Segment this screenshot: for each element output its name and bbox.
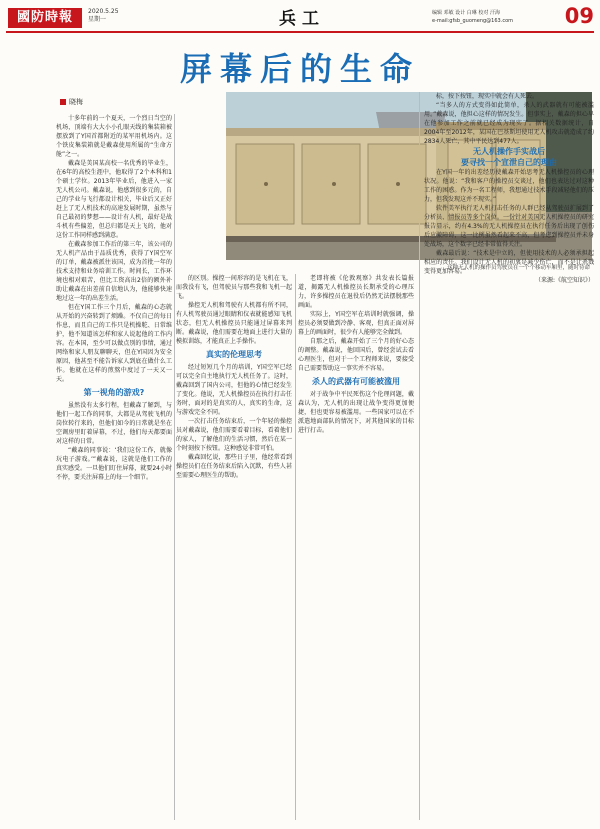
paragraph: 在戴森参加工作后的第三年，该公司的无人机产品由于品质优秀，获得了Y国空军的订单，戴森被派往该国，成为首批一年的技术支持和业务培训工作。时间长，工作环境也相对艰苦，但比工资高出2倍的额外补助让戴森在出差前自信地认为，他能够快速地过这一年的出差生活。 bbox=[56, 241, 172, 302]
paragraph: 戴森最后说：“技术是中立的，但使用技术的人必须承担起相应的责任。我们设计无人机的初衷是减少伤亡，而不是让杀戮变得更加容易。” bbox=[424, 250, 594, 275]
author-name: 晓梅 bbox=[69, 98, 83, 106]
column-divider bbox=[295, 274, 296, 820]
paragraph: 标，按下按钮，现实中就会有人死去。 bbox=[436, 93, 539, 100]
issue-date bbox=[88, 8, 119, 24]
text-column-2 bbox=[176, 274, 292, 820]
paragraph: 经过短短几个月的培训，Y国空军已经可以完全自主地执行无人机任务了。这时，戴森回到了国内公司，但他的心情已经发生了变化。他说，无人机操控员在执行打击任务时，面对的是真实的人，真实的生命，这与游戏完全不同。 bbox=[176, 364, 292, 416]
editor-line: 编辑 邓敏 设计 白琳 校对 汗海 bbox=[432, 10, 500, 16]
masthead-logo: 國防時報 bbox=[8, 8, 82, 28]
paragraph: “当多人的方式变得如此简单，杀人的武器就有可能被滥用。”戴森说，他担心这样的情况发生。但事实上，戴森的担心早在他参加工作之前就已经成为现实了。据相关数据统计，自2004年至2012年，某国在巴基斯坦使用无人机攻击就造成了约2834人死亡，其中平民达到477人。 bbox=[424, 102, 594, 145]
paragraph: 的区别。操控一间形容的是飞机在飞，而我没有飞，但驾驶员与那些我和飞机一起飞。 bbox=[176, 275, 292, 300]
page-number: 09 bbox=[564, 4, 594, 28]
paragraph: “戴森的同事说：‘我们这份工作，就像玩电子游戏。’”戴森说，这就是他们工作的真实感受。一旦他们盯住屏幕，就要24小时不停，要关注屏幕上的每一个细节。 bbox=[56, 447, 172, 481]
subheading: 第一视角的游戏? bbox=[83, 388, 145, 397]
paragraph: 自那之后，戴森开始了三个月的好心态的调整。戴森说，他回国后，曾经尝试去看心理医生，但对于一个工程师来说，要接受自己需要帮助这一事实并不容易。 bbox=[298, 338, 414, 372]
subheading-line-2: 要寻找一个宣泄自己的理由 bbox=[461, 158, 557, 167]
paragraph: 戴森是美国某高校一名优秀的毕业生，在6年的高校生涯中，他取得了2个本科和1个硕士学位。2013年毕业后，他进入一家无人机公司。戴森说，他感到很多元的，自己的学业与飞行都设计相关，毕业后又正好赶上了无人机技术的高速发展时期，虽然与自己最初的梦想——设计有人机，最好是战斗机有些偏差，但总归都是天上飞的，他对这份工作同样感到满意。 bbox=[56, 160, 172, 239]
photo-caption: 这种无人机的操作员驾驶员在一个个移动车厢里，随时待命 bbox=[446, 265, 590, 271]
byline-marker bbox=[60, 99, 66, 105]
source-note: （来源:《航空知识》） bbox=[534, 277, 594, 284]
article-headline: 屏幕后的生命 bbox=[179, 50, 420, 88]
paragraph: 在Y国一年的出差经历使戴森开始思考无人机操控员的心理状况。他说：“我和客户的操控员交谈过，他们也表达过对这种工作的困惑。作为一名工程师，我想通过技术手段减轻他们的压力，但我发现这并不现实。” bbox=[424, 169, 594, 203]
subheading-line-1: 无人机操作手实战后 bbox=[473, 147, 545, 156]
paragraph: 十多年前的一个夏天，一个烈日当空的机场，顶端有大大小小孔眼天线的集装箱被摆放到了Y国首都附近的某军用机场内。这个铁皮集装箱就是戴森使用所属的“生命方舱”之一。 bbox=[56, 115, 172, 158]
paragraph: 操控无人机和驾驶有人机都有所不同，有人机驾驶员通过眼睛和仪表就能感知飞机状态，但无人机操控员只能通过屏幕来判断。戴森说，他们需要在地面上进行大量的模拟训练，才能真正上手操作。 bbox=[176, 302, 292, 345]
paragraph: 但在Y国工作三个月后，戴森的心态就从开始的兴奋转到了烦躁。不仅自己的每日作息，而且自己的工作只是机操舵、日常维护，他不知道该怎样和家人说起他的工作内容。在本国，至少可以做点别的事情，通过网络和家人朋友聊聊天，但在Y国因为安全原因，他甚至不能告诉家人到底在做什么工作。他就在这样的煎熬中度过了一天又一天。 bbox=[56, 304, 172, 383]
text-column-1 bbox=[56, 114, 172, 820]
paragraph: 对于战争中平民死伤这个伦理问题，戴森认为，无人机的出现让战争变得更加便捷，但也更容易被滥用。一些国家可以在不派遣地面部队的情况下，对其他国家的目标进行打击。 bbox=[298, 391, 414, 434]
section-title: 兵工 bbox=[279, 9, 325, 29]
column-divider bbox=[419, 92, 420, 820]
subheading: 真实的伦理思考 bbox=[206, 350, 262, 359]
paragraph: 戴森回忆说，那些日子里，他经常看到操控员们在任务结束后陷入沉默，有些人甚至需要心理医生的帮助。 bbox=[176, 454, 292, 479]
column-divider bbox=[174, 114, 175, 820]
paragraph: 虽然没有太多行程，但戴森了解到，与他们一起工作的同事，大都是从驾驶飞机的岗位转行来的，但他们如今的日常就是坐在空调房里盯着屏幕，不过，他们每天都要面对这样的日常。 bbox=[56, 402, 172, 445]
text-column-3 bbox=[298, 274, 414, 820]
header-divider bbox=[6, 31, 594, 33]
paragraph: 老即将被《伦敦观察》共发表长篇报道，揭露无人机操控员长期承受的心理压力，许多操控员在退役后仍然无法摆脱那些画面。 bbox=[298, 275, 414, 309]
byline bbox=[60, 97, 83, 107]
paragraph: 实际上，Y国空军在培训时就强调，操控员必须要做到冷静、客观，但真正面对屏幕上的画面时，很少有人能够完全做到。 bbox=[298, 311, 414, 336]
email-line: e-mail:gfsb_guomeng@163.com bbox=[432, 18, 513, 24]
subheading: 杀人的武器有可能被滥用 bbox=[312, 377, 400, 386]
date-text: 2020.5.25 bbox=[88, 8, 119, 15]
paragraph: 软件美军执行无人机打击任务的人群已经从驾驶员扩展到了分析员、情报员等多个岗位。一份针对美国无人机操控员的研究报告显示，约有4.3%的无人机操控员在执行任务后出现了创伤后应激障碍，这一比例虽然看起来不高，但考虑到操控员并未身处战场，这个数字已经非常值得关注。 bbox=[424, 205, 594, 248]
paragraph: 一次打击任务结束后，一个年轻的操控员对戴森说，他们需要看着目标，看着他们的家人，了解他们的生活习惯，然后在某一个时刻按下按钮。这种感觉非常可怕。 bbox=[176, 418, 292, 452]
editor-credits bbox=[432, 9, 513, 25]
weekday-text: 星期一 bbox=[88, 16, 107, 23]
text-column-4 bbox=[424, 92, 594, 820]
